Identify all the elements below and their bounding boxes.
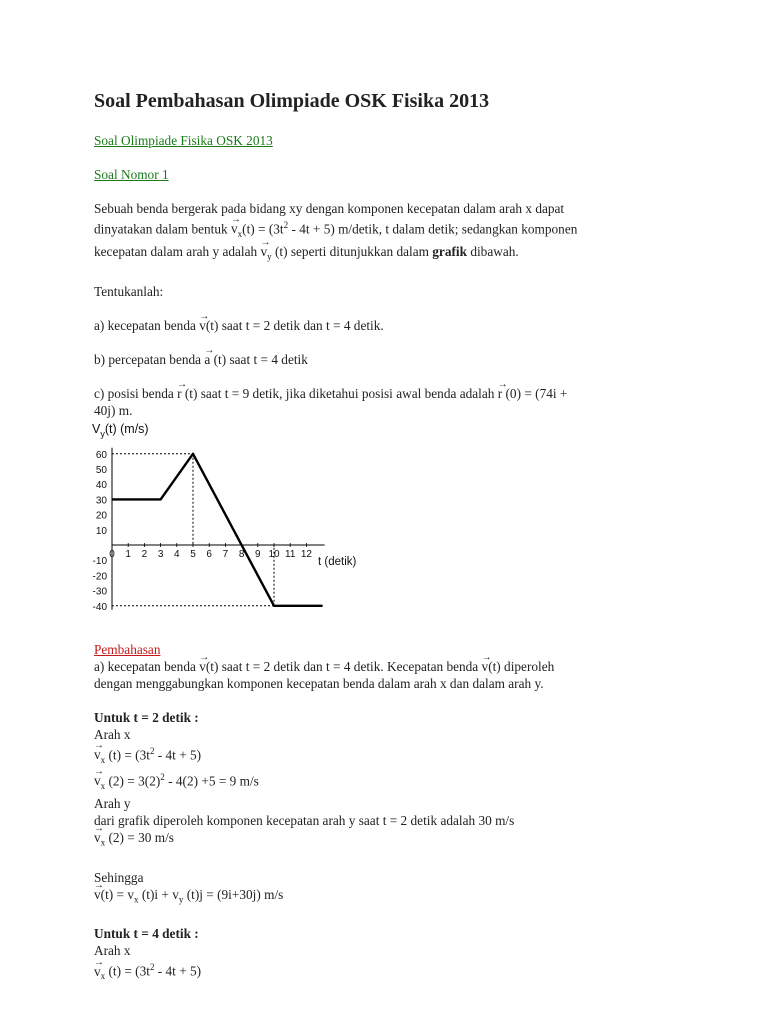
vector-r [498,385,502,402]
section-heading-soal[interactable]: Soal Olimpiade Fisika OSK 2013 [94,133,273,148]
intro-paragraph [94,200,694,266]
subscript: x [100,754,106,765]
arah-x-label-2: Arah x [94,943,131,959]
bold-word: grafik [432,244,467,260]
intro-line-1: Sebuah benda bergerak pada bidang xy dengan komponen kecepatan dalam arah x dapat [94,201,565,216]
vector-v [94,886,101,903]
eq-text: (t)j = (9i+30j) m/s [183,886,284,902]
q-text: b) percepatan benda [94,351,205,367]
y-tick-label: -40 [92,601,107,613]
vector-symbol: v [199,658,206,674]
q-text: (t) saat t = 4 detik [210,351,308,367]
vector-symbol: v [260,244,268,260]
vector-v [94,829,101,846]
y-tick-label: -30 [92,586,107,598]
vector-symbol: r [177,385,182,401]
q-text: (t) saat t = 2 detik dan t = 4 detik. [205,317,384,333]
dari-grafik-text: dari grafik diperoleh komponen kecepatan arah y saat t = 2 detik adalah 30 m/s [94,812,515,828]
question-c [94,385,694,419]
superscript: 2 [160,771,165,782]
intro-text: dinyatakan dalam bentuk [94,221,231,237]
q-text: (t) saat t = 9 detik, jika diketahui posisi awal benda adalah [181,385,498,401]
y-tick-label: 60 [95,449,107,461]
eq-text: (t) = (3t [105,747,150,763]
y-tick-label: -10 [92,555,107,567]
subscript: y [267,251,272,262]
x-tick-label: 6 [206,548,212,560]
subscript: x [100,971,106,982]
vector-v [199,658,206,675]
vector-v [260,243,267,260]
x-tick-label: 11 [285,548,296,560]
x-tick-label: 7 [222,548,229,560]
x-tick-label: 3 [157,548,164,560]
x-tick-label: 12 [300,548,312,560]
y-tick-label: 30 [95,495,107,507]
vector-v [482,658,489,675]
eq-vx-t-2 [94,959,694,985]
p-text: dengan menggabungkan komponen kecepatan benda dalam arah x dan dalam arah y. [94,675,544,691]
vector-symbol: v [481,658,489,674]
eq-text: (t) = v [100,886,135,902]
q-text: (0) = (74i + [502,385,568,401]
x-tick-label: 0 [109,548,115,560]
arah-x-label: Arah x [94,726,131,742]
q-text: 40j) m. [94,402,133,418]
x-tick-label: 5 [190,548,196,560]
subscript: x [237,229,243,240]
eq-text: (t) = (3t [105,963,150,979]
eq-text: - 4t + 5) [154,747,202,763]
p-text: (t) saat t = 2 detik dan t = 4 detik. Kecepatan benda [205,658,482,674]
vector-symbol: v [94,829,101,845]
p-text: (t) diperoleh [488,658,555,674]
subscript: x [100,837,106,848]
y-tick-label: 50 [95,464,107,476]
sehingga-label: Sehingga [94,869,144,885]
vector-v [94,963,101,980]
subscript: x [134,894,139,905]
x-axis-label: t (detik) [318,555,357,568]
x-tick-label: 9 [255,548,261,560]
vy-series-line [112,454,323,606]
intro-text: (t) seperti ditunjukkan dalam [271,244,433,260]
vector-a [204,351,210,368]
intro-text: (t) = (3t [242,221,284,237]
heading-t2: Untuk t = 2 detik : [94,709,199,725]
x-tick-label: 2 [141,548,148,560]
vector-symbol: r [497,385,503,401]
y-axis-label-rest: (t) (m/s) [104,421,149,436]
y-tick-label: -20 [92,571,107,583]
question-a [94,317,694,334]
eq-text: (t)i + v [138,886,179,902]
vector-v [94,746,101,763]
y-axis-label-sub: y [100,428,105,439]
vector-symbol: a [204,351,211,367]
eq-text: (2) = 3(2) [105,773,161,789]
vector-symbol: v [199,317,206,333]
q-text: a) kecepatan benda [94,317,200,333]
eq-vy-2 [94,829,694,852]
subscript: y [178,894,184,905]
y-tick-label: 20 [95,510,107,522]
arah-y-label: Arah y [94,795,131,811]
x-tick-label: 1 [125,548,131,560]
intro-text: - 4t + 5) m/detik, t dalam detik; sedangkan komponen [288,221,578,237]
y-tick-label: 40 [95,479,107,491]
vector-symbol: v [94,747,101,763]
q-text: c) posisi benda [94,385,178,401]
y-axis-label [92,422,149,439]
intro-text: kecepatan dalam arah y adalah [94,244,261,260]
intro-text: dibawah. [467,244,519,260]
x-tick-label: 4 [174,548,180,560]
subscript: x [100,780,106,791]
vector-symbol: v [94,773,101,789]
vector-symbol: v [231,221,238,237]
p-text: a) kecepatan benda [94,658,200,674]
vector-r [177,385,181,402]
section-heading-nomor[interactable]: Soal Nomor 1 [94,167,169,182]
eq-vx-2 [94,769,694,795]
superscript: 2 [283,220,289,230]
vector-symbol: v [94,886,101,902]
eq-vx-t [94,743,694,769]
eq-text: (2) = 30 m/s [105,829,174,845]
tentukan-label: Tentukanlah: [94,283,164,299]
x-tick-label: 10 [268,548,280,560]
vector-v [231,220,238,237]
vector-v [199,317,206,334]
question-b [94,351,694,368]
y-axis-label-main: V [92,421,101,436]
page-title: Soal Pembahasan Olimpiade OSK Fisika 2013 [94,90,490,112]
x-tick-label: 8 [238,548,245,560]
eq-text: - 4(2) +5 = 9 m/s [164,773,259,789]
velocity-chart [88,419,368,637]
eq-text: - 4t + 5) [154,963,202,979]
vector-v [94,772,101,789]
document-page [94,88,694,985]
y-tick-label: 10 [95,525,107,537]
superscript: 2 [149,962,155,973]
pembahasan-a [94,658,694,692]
superscript: 2 [149,745,155,756]
pembahasan-heading[interactable]: Pembahasan [94,641,161,657]
eq-v-result [94,886,694,909]
vector-symbol: v [94,963,101,979]
heading-t4: Untuk t = 4 detik : [94,926,199,942]
